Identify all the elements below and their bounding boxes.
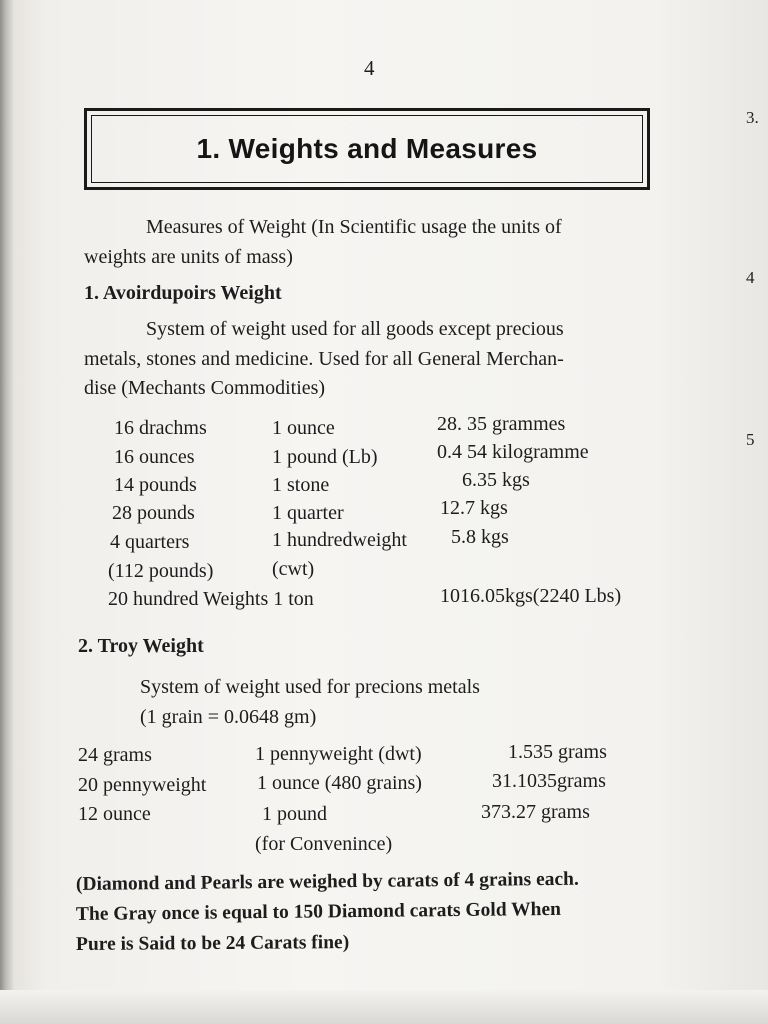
avoirdupois-last-row-value: 1016.05kgs(2240 Lbs) bbox=[440, 585, 622, 607]
troy-row-to: 1 pennyweight (dwt) bbox=[255, 743, 422, 765]
troy-row-to: 1 ounce (480 grains) bbox=[257, 772, 422, 794]
avoirdupois-last-row: 20 hundred Weights 1 ton bbox=[108, 588, 314, 610]
avoirdupois-row-value: 12.7 kgs bbox=[440, 497, 508, 519]
intro-line-1: Measures of Weight (In Scientific usage the units of bbox=[146, 216, 562, 238]
avoirdupois-desc-3: dise (Mechants Commodities) bbox=[84, 377, 326, 399]
page-number: 4 bbox=[364, 56, 375, 80]
title-frame-inner bbox=[91, 115, 643, 183]
avoirdupois-row-to: 1 hundredweight bbox=[272, 529, 407, 551]
avoirdupois-heading: 1. Avoirdupoirs Weight bbox=[84, 282, 282, 304]
avoirdupois-row-value: 28. 35 grammes bbox=[437, 413, 566, 435]
troy-row-value: 1.535 grams bbox=[508, 741, 607, 763]
avoirdupois-row-from: 16 ounces bbox=[114, 446, 195, 468]
avoirdupois-row-from: 28 pounds bbox=[112, 502, 195, 524]
avoirdupois-desc-2: metals, stones and medicine. Used for all General Merchan- bbox=[84, 348, 564, 370]
troy-row-from: 24 grams bbox=[78, 744, 152, 766]
troy-note: (for Convenince) bbox=[255, 833, 393, 855]
avoirdupois-row-to: (cwt) bbox=[272, 558, 315, 580]
avoirdupois-row-value: 6.35 kgs bbox=[462, 469, 530, 491]
avoirdupois-row-to: 1 stone bbox=[272, 474, 330, 496]
avoirdupois-row-from: 14 pounds bbox=[114, 474, 197, 496]
avoirdupois-row-from: 4 quarters bbox=[110, 531, 190, 553]
avoirdupois-row-value: 5.8 kgs bbox=[451, 526, 509, 548]
page-title: 1. Weights and Measures bbox=[196, 133, 538, 164]
avoirdupois-row-from: (112 pounds) bbox=[108, 560, 214, 582]
troy-row-value: 31.1035grams bbox=[492, 770, 606, 792]
title-frame bbox=[84, 108, 650, 190]
troy-row-to: 1 pound bbox=[262, 803, 327, 825]
avoirdupois-desc-1: System of weight used for all goods except precious bbox=[146, 318, 564, 340]
avoirdupois-row-from: 16 drachms bbox=[114, 417, 207, 439]
troy-row-from: 20 pennyweight bbox=[78, 774, 207, 796]
footnote-line-3: Pure is Said to be 24 Carats fine) bbox=[75, 932, 350, 955]
footnote-line-2: The Gray once is equal to 150 Diamond carats Gold When bbox=[75, 898, 562, 925]
avoirdupois-row-to: 1 ounce bbox=[272, 417, 335, 439]
avoirdupois-row-value: 0.4 54 kilogramme bbox=[437, 441, 589, 463]
troy-row-from: 12 ounce bbox=[78, 803, 151, 825]
troy-row-value: 373.27 grams bbox=[481, 801, 590, 823]
footnote-line-1: (Diamond and Pearls are weighed by carats of 4 grains each. bbox=[75, 868, 579, 895]
right-margin-number-2: 4 bbox=[746, 268, 755, 287]
intro-line-2: weights are units of mass) bbox=[84, 246, 293, 268]
avoirdupois-row-to: 1 quarter bbox=[272, 502, 344, 524]
page-bottom-edge bbox=[0, 990, 768, 1024]
troy-desc-1: System of weight used for precions metals bbox=[140, 676, 480, 698]
right-margin-number-1: 3. bbox=[746, 108, 759, 127]
book-spine-shadow bbox=[0, 0, 14, 1024]
troy-heading: 2. Troy Weight bbox=[78, 635, 204, 657]
right-margin-number-3: 5 bbox=[746, 430, 755, 449]
troy-desc-2: (1 grain = 0.0648 gm) bbox=[140, 706, 317, 728]
avoirdupois-row-to: 1 pound (Lb) bbox=[272, 446, 378, 468]
